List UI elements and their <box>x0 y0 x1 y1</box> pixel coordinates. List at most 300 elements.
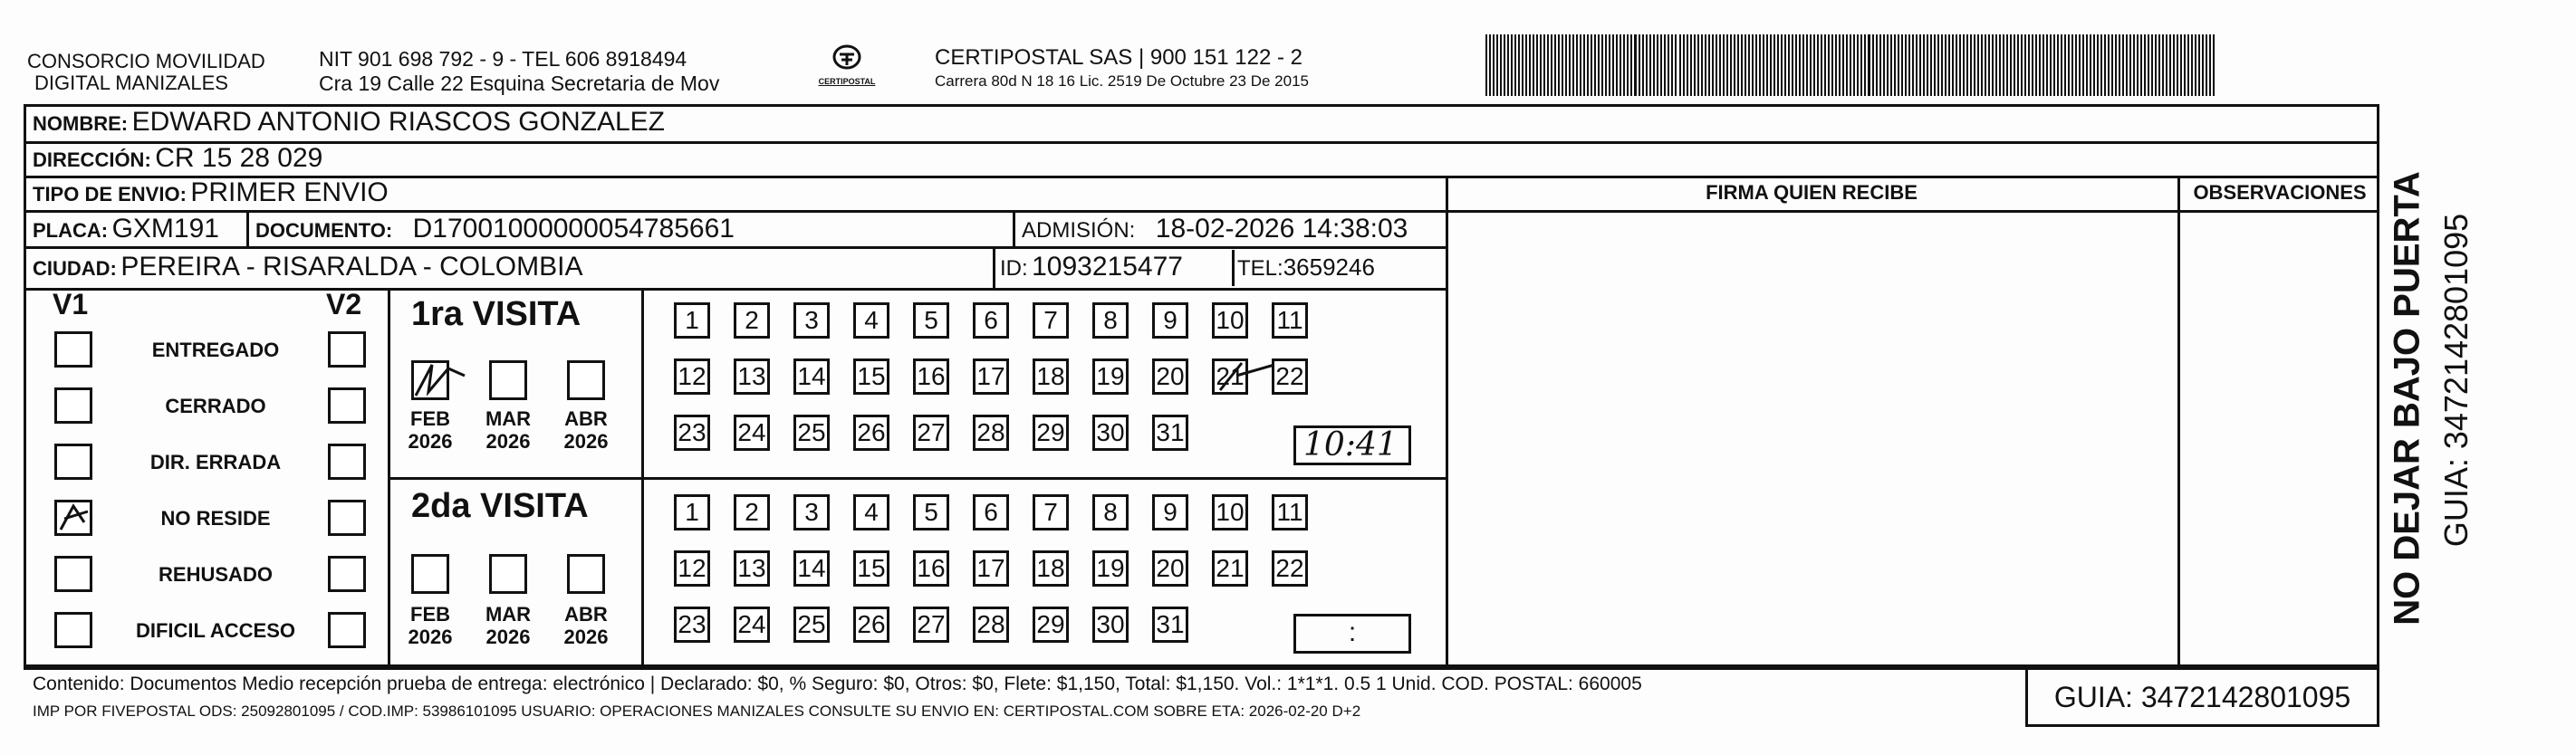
barcode-bar <box>2014 34 2015 96</box>
first-visit-day-23[interactable]: 23 <box>674 415 710 451</box>
first-visit-day-17[interactable]: 17 <box>973 358 1009 395</box>
month-name: ABR <box>564 603 608 626</box>
second-visit-day-5[interactable]: 5 <box>913 494 949 530</box>
barcode-bar <box>1694 34 1696 96</box>
barcode-bar <box>1639 34 1640 96</box>
barcode-bar <box>1945 34 1946 96</box>
barcode-bar <box>2198 34 2200 96</box>
first-visit-day-12[interactable]: 12 <box>674 358 710 395</box>
barcode-bar <box>2061 34 2062 96</box>
barcode-bar <box>1642 34 1644 96</box>
direccion-value: CR 15 28 029 <box>155 143 323 173</box>
direccion-label: DIRECCIÓN: <box>33 148 151 171</box>
barcode-bar <box>2162 34 2164 96</box>
tipo-value: PRIMER ENVIO <box>190 177 389 207</box>
row-divider <box>24 141 2379 144</box>
first-visit-time-box[interactable] <box>1293 425 1411 465</box>
month-name: FEB <box>410 407 450 430</box>
barcode-bar <box>1857 34 1859 96</box>
barcode-bar <box>1601 34 1603 96</box>
barcode-bar <box>1806 34 1808 96</box>
barcode-bar <box>1923 34 1925 96</box>
courier-line1: CERTIPOSTAL SAS | 900 151 122 - 2 <box>935 45 1302 70</box>
barcode-bar <box>1853 34 1855 96</box>
barcode-bar <box>1529 34 1531 96</box>
first-visit-day-21[interactable]: 21 <box>1212 358 1248 395</box>
barcode-bar <box>1894 34 1896 96</box>
month-year: 2026 <box>563 430 609 453</box>
barcode-bar <box>1485 34 1487 96</box>
barcode-bar <box>1887 34 1889 96</box>
barcode-bar <box>1850 34 1851 96</box>
barcode-bar <box>1934 34 1936 96</box>
barcode-bar <box>1977 34 1979 96</box>
row-divider <box>24 288 1446 291</box>
barcode-bar <box>1562 34 1563 96</box>
barcode-bar <box>1930 34 1932 96</box>
second-visit-month-checkbox-mar[interactable] <box>489 554 527 594</box>
barcode-bar <box>2024 34 2026 96</box>
barcode-bar <box>1646 34 1648 96</box>
first-visit-month-checkbox-abr[interactable] <box>567 360 605 400</box>
first-visit-day-14[interactable]: 14 <box>793 358 830 395</box>
courier-line2: Carrera 80d N 18 16 Lic. 2519 De Octubre 23 De 2015 <box>935 72 1309 90</box>
second-visit-day-29[interactable]: 29 <box>1033 607 1069 643</box>
barcode-bar <box>1835 34 1837 96</box>
second-visit-day-1[interactable]: 1 <box>674 494 710 530</box>
second-visit-day-2[interactable]: 2 <box>734 494 770 530</box>
barcode-bar <box>1719 34 1721 96</box>
barcode-bar <box>1981 34 1983 96</box>
col-divider <box>2177 176 2180 667</box>
courier-info <box>935 45 1309 92</box>
barcode-bar <box>1876 34 1878 96</box>
second-visit-day-11[interactable]: 11 <box>1272 494 1308 530</box>
barcode-bar <box>2155 34 2157 96</box>
barcode-bar <box>2195 34 2196 96</box>
visit-divider <box>388 477 1446 480</box>
col-divider <box>1446 176 1448 667</box>
barcode-bar <box>1992 34 1994 96</box>
barcode-bar <box>1569 34 1571 96</box>
imp-line: IMP POR FIVEPOSTAL ODS: 25092801095 / COD.IMP: 53986101095 USUARIO: OPERACIONES MANIZALES CONSULTE SU ENVIO EN: CERTIPOSTAL.COM SOBRE ETA: 2026-02-20 D+2 <box>33 702 1361 720</box>
barcode-bar <box>1974 34 1975 96</box>
col-divider <box>993 246 995 288</box>
second-visit-day-23[interactable]: 23 <box>674 607 710 643</box>
barcode-bar <box>1901 34 1903 96</box>
first-visit-day-8[interactable]: 8 <box>1092 302 1129 339</box>
barcode-bar <box>1518 34 1520 96</box>
first-visit-month-checkbox-feb[interactable] <box>411 360 449 400</box>
handwritten-mark-icon <box>57 502 90 533</box>
barcode-bar <box>1817 34 1819 96</box>
barcode-bar <box>2079 34 2081 96</box>
barcode-bar <box>1872 34 1874 96</box>
admision-label: ADMISIÓN: <box>1022 218 1136 243</box>
v1-checkbox-dir-errada[interactable] <box>54 444 92 480</box>
reason-label-no-reside: NO RESIDE <box>160 507 271 530</box>
barcode-bar <box>2028 34 2030 96</box>
second-visit-day-14[interactable]: 14 <box>793 550 830 587</box>
barcode-bar <box>2057 34 2059 96</box>
barcode-bar <box>2043 34 2044 96</box>
first-visit-day-25[interactable]: 25 <box>793 415 830 451</box>
second-visit-day-18[interactable]: 18 <box>1033 550 1069 587</box>
barcode-bar <box>1620 34 1621 96</box>
barcode-bar <box>1864 34 1866 96</box>
v2-checkbox-dir-errada[interactable] <box>328 444 366 480</box>
barcode-bar <box>1919 34 1921 96</box>
barcode-bar <box>1752 34 1754 96</box>
barcode-bar <box>2006 34 2008 96</box>
first-visit-time: 10:41 <box>1303 426 1398 464</box>
barcode-bar <box>1514 34 1516 96</box>
first-visit-day-30[interactable]: 30 <box>1092 415 1129 451</box>
barcode-bar <box>1500 34 1502 96</box>
barcode-bar <box>1952 34 1954 96</box>
barcode-bar <box>1941 34 1943 96</box>
first-visit-day-4[interactable]: 4 <box>853 302 889 339</box>
barcode-bar <box>2086 34 2088 96</box>
second-visit-day-19[interactable]: 19 <box>1092 550 1129 587</box>
first-visit-day-20[interactable]: 20 <box>1152 358 1188 395</box>
v1-checkbox-entregado[interactable] <box>54 331 92 368</box>
barcode-bar <box>1959 34 1961 96</box>
barcode-bar <box>1883 34 1885 96</box>
barcode-bar <box>1970 34 1972 96</box>
barcode-bar <box>1594 34 1596 96</box>
month-name: FEB <box>410 603 450 626</box>
barcode-bar <box>1671 34 1673 96</box>
v2-checkbox-cerrado[interactable] <box>328 387 366 424</box>
second-visit-month-checkbox-abr[interactable] <box>567 554 605 594</box>
barcode-bar <box>1675 34 1677 96</box>
contenido-line: Contenido: Documentos Medio recepción prueba de entrega: electrónico | Declarado: $0, % Seguro: $0, Otros: $0, Flete: $1,150, Total: $1,150. Vol.: 1*1*1. 0.5 1 Unid. COD. POSTAL: 660005 <box>33 674 1642 694</box>
barcode-bar <box>2097 34 2099 96</box>
barcode-bar <box>2050 34 2052 96</box>
barcode-bar <box>2046 34 2048 96</box>
second-visit-day-26[interactable]: 26 <box>853 607 889 643</box>
first-visit-day-18[interactable]: 18 <box>1033 358 1069 395</box>
barcode-bar <box>1784 34 1786 96</box>
barcode-bar <box>1999 34 2001 96</box>
barcode-bar <box>2119 34 2120 96</box>
barcode-bar <box>1824 34 1826 96</box>
id-label: ID: <box>1000 256 1028 281</box>
barcode-bar <box>1697 34 1699 96</box>
barcode-bar <box>2169 34 2171 96</box>
barcode-bar <box>1860 34 1862 96</box>
second-visit-day-21[interactable]: 21 <box>1212 550 1248 587</box>
barcode-bar <box>1821 34 1822 96</box>
barcode-bar <box>1507 34 1509 96</box>
second-visit-day-27[interactable]: 27 <box>913 607 949 643</box>
second-visit-time-box[interactable] <box>1293 614 1411 654</box>
month-year: 2026 <box>408 626 453 648</box>
barcode-bar <box>1777 34 1779 96</box>
second-visit-day-16[interactable]: 16 <box>913 550 949 587</box>
barcode-bar <box>2100 34 2102 96</box>
barcode-bar <box>1496 34 1498 96</box>
barcode-bar <box>2209 34 2211 96</box>
second-visit-day-3[interactable]: 3 <box>793 494 830 530</box>
barcode-bar <box>1839 34 1841 96</box>
barcode-bar <box>1580 34 1581 96</box>
barcode-bar <box>1664 34 1666 96</box>
barcode-bar <box>1766 34 1768 96</box>
barcode-bar <box>1627 34 1629 96</box>
documento-value: D17001000000054785661 <box>412 214 735 244</box>
tel-cell <box>1237 253 1375 282</box>
v2-checkbox-rehusado[interactable] <box>328 556 366 592</box>
v1-checkbox-rehusado[interactable] <box>54 556 92 592</box>
second-visit-day-22[interactable]: 22 <box>1272 550 1308 587</box>
first-visit-day-9[interactable]: 9 <box>1152 302 1188 339</box>
barcode-bar <box>2032 34 2033 96</box>
barcode-bar <box>1683 34 1685 96</box>
barcode-bar <box>1730 34 1732 96</box>
second-visit-day-13[interactable]: 13 <box>734 550 770 587</box>
first-visit-day-24[interactable]: 24 <box>734 415 770 451</box>
barcode-bar <box>1511 34 1513 96</box>
first-visit-day-16[interactable]: 16 <box>913 358 949 395</box>
month-label <box>559 407 613 453</box>
barcode-bar <box>1908 34 1910 96</box>
first-visit-day-15[interactable]: 15 <box>853 358 889 395</box>
first-visit-day-3[interactable]: 3 <box>793 302 830 339</box>
month-name: MAR <box>485 407 532 430</box>
month-year: 2026 <box>408 430 453 453</box>
month-year: 2026 <box>485 430 531 453</box>
month-label <box>403 603 457 648</box>
v1-header: V1 <box>53 288 89 320</box>
second-visit-day-6[interactable]: 6 <box>973 494 1009 530</box>
second-visit-day-17[interactable]: 17 <box>973 550 1009 587</box>
barcode-bar <box>1533 34 1534 96</box>
reason-label-entregado: ENTREGADO <box>151 339 280 361</box>
barcode-bar <box>1759 34 1761 96</box>
tipo-label: TIPO DE ENVIO: <box>33 183 187 205</box>
barcode-bar <box>1898 34 1899 96</box>
first-visit-day-26[interactable]: 26 <box>853 415 889 451</box>
barcode-bar <box>2191 34 2193 96</box>
first-visit-day-7[interactable]: 7 <box>1033 302 1069 339</box>
barcode-bar <box>1493 34 1495 96</box>
second-visit-day-15[interactable]: 15 <box>853 550 889 587</box>
barcode-bar <box>1634 34 1637 96</box>
reason-label-dificil-acceso: DIFICIL ACCESO <box>135 619 295 642</box>
placa-cell <box>33 214 219 244</box>
first-visit-month-checkbox-mar[interactable] <box>489 360 527 400</box>
barcode-bar <box>2213 34 2215 96</box>
second-visit-day-20[interactable]: 20 <box>1152 550 1188 587</box>
barcode-bar <box>1591 34 1592 96</box>
barcode-bar <box>1810 34 1812 96</box>
v2-checkbox-entregado[interactable] <box>328 331 366 368</box>
month-year: 2026 <box>485 626 531 648</box>
barcode-bar <box>1543 34 1545 96</box>
month-name: MAR <box>485 603 532 626</box>
barcode-bar <box>1612 34 1614 96</box>
barcode-bar <box>1565 34 1567 96</box>
barcode-bar <box>1522 34 1523 96</box>
barcode-bar <box>1937 34 1939 96</box>
logo-caption: CERTIPOSTAL <box>818 77 876 86</box>
second-visit-day-28[interactable]: 28 <box>973 607 1009 643</box>
ciudad-value: PEREIRA - RISARALDA - COLOMBIA <box>120 252 583 282</box>
second-visit-day-8[interactable]: 8 <box>1092 494 1129 530</box>
first-visit-day-29[interactable]: 29 <box>1033 415 1069 451</box>
admision-cell <box>1022 214 1408 244</box>
first-visit-day-27[interactable]: 27 <box>913 415 949 451</box>
ciudad-label: CIUDAD: <box>33 257 117 280</box>
company-name <box>27 51 265 94</box>
barcode-bar <box>1745 34 1746 96</box>
side-guia: GUIA: 3472142801095 <box>2437 213 2475 548</box>
barcode-bar <box>1572 34 1574 96</box>
first-visit-day-2[interactable]: 2 <box>734 302 770 339</box>
row-divider <box>1446 210 2379 213</box>
certipostal-logo <box>815 43 879 98</box>
barcode-bar <box>1558 34 1560 96</box>
first-visit-day-22[interactable]: 22 <box>1272 358 1308 395</box>
barcode-bar <box>1525 34 1527 96</box>
col-divider <box>1232 250 1235 286</box>
barcode-bar <box>2177 34 2178 96</box>
barcode-bar <box>1788 34 1790 96</box>
barcode-bar <box>1504 34 1505 96</box>
logo-emblem-icon <box>829 43 865 72</box>
barcode-bar <box>2184 34 2186 96</box>
barcode-bar <box>1799 34 1801 96</box>
barcode-bar <box>2035 34 2037 96</box>
nombre-label: NOMBRE: <box>33 112 129 135</box>
second-visit-day-12[interactable]: 12 <box>674 550 710 587</box>
tel-value: 3659246 <box>1283 253 1375 281</box>
v1-checkbox-cerrado[interactable] <box>54 387 92 424</box>
barcode-bar <box>1668 34 1669 96</box>
first-visit-day-11[interactable]: 11 <box>1272 302 1308 339</box>
second-visit-day-30[interactable]: 30 <box>1092 607 1129 643</box>
tipo-row <box>33 177 389 208</box>
address-line: Cra 19 Calle 22 Esquina Secretaria de Mov <box>319 72 720 95</box>
second-visit-day-24[interactable]: 24 <box>734 607 770 643</box>
id-value: 1093215477 <box>1032 252 1183 282</box>
col-divider <box>1013 210 1015 246</box>
barcode-bar <box>1734 34 1735 96</box>
barcode-bar <box>1966 34 1968 96</box>
barcode-bar <box>1802 34 1804 96</box>
barcode-bar <box>1726 34 1728 96</box>
second-visit-day-9[interactable]: 9 <box>1152 494 1188 530</box>
barcode-bar <box>1653 34 1655 96</box>
barcode-bar <box>1813 34 1815 96</box>
first-visit-day-13[interactable]: 13 <box>734 358 770 395</box>
barcode-bar <box>1583 34 1585 96</box>
month-label <box>481 407 535 453</box>
barcode-bar <box>2108 34 2110 96</box>
second-visit-month-checkbox-feb[interactable] <box>411 554 449 594</box>
barcode-bar <box>1831 34 1833 96</box>
barcode-bar <box>1828 34 1830 96</box>
first-visit-day-5[interactable]: 5 <box>913 302 949 339</box>
barcode-bar <box>2111 34 2113 96</box>
second-visit-day-25[interactable]: 25 <box>793 607 830 643</box>
barcode-bar <box>1649 34 1651 96</box>
v2-checkbox-dificil-acceso[interactable] <box>328 612 366 648</box>
barcode-bar <box>2173 34 2175 96</box>
first-visit-day-28[interactable]: 28 <box>973 415 1009 451</box>
barcode-bar <box>2187 34 2189 96</box>
barcode-bar <box>1716 34 1717 96</box>
v1-checkbox-no-reside[interactable] <box>54 500 92 536</box>
barcode-bar <box>1723 34 1725 96</box>
company-line2: DIGITAL MANIZALES <box>34 72 228 94</box>
barcode-bar <box>2064 34 2066 96</box>
barcode-bar <box>1536 34 1538 96</box>
barcode-bar <box>1547 34 1549 96</box>
second-visit-day-4[interactable]: 4 <box>853 494 889 530</box>
company-contact <box>319 47 719 96</box>
barcode-bar <box>1690 34 1692 96</box>
v2-checkbox-no-reside[interactable] <box>328 500 366 536</box>
barcode-bar <box>1956 34 1957 96</box>
barcode-bar <box>1763 34 1764 96</box>
second-visit-day-10[interactable]: 10 <box>1212 494 1248 530</box>
barcode-bar <box>2068 34 2070 96</box>
barcode-bar <box>2082 34 2084 96</box>
first-visit-day-10[interactable]: 10 <box>1212 302 1248 339</box>
barcode-bar <box>1868 34 1870 96</box>
v1-checkbox-dificil-acceso[interactable] <box>54 612 92 648</box>
first-visit-day-1[interactable]: 1 <box>674 302 710 339</box>
barcode-bar <box>1551 34 1552 96</box>
barcode-bar <box>1623 34 1625 96</box>
placa-value: GXM191 <box>111 214 219 244</box>
nombre-row <box>33 107 665 138</box>
first-visit-day-6[interactable]: 6 <box>973 302 1009 339</box>
barcode-bar <box>2122 34 2124 96</box>
second-visit-day-31[interactable]: 31 <box>1152 607 1188 643</box>
barcode-bar <box>2115 34 2117 96</box>
barcode-bar <box>1701 34 1703 96</box>
first-visit-day-19[interactable]: 19 <box>1092 358 1129 395</box>
barcode-bar <box>2039 34 2041 96</box>
first-visit-day-31[interactable]: 31 <box>1152 415 1188 451</box>
barcode-bar <box>2010 34 2012 96</box>
barcode-bar <box>2129 34 2131 96</box>
row-divider <box>24 210 1446 213</box>
second-visit-title: 2da VISITA <box>411 487 589 525</box>
barcode-bar <box>1770 34 1772 96</box>
barcode-bar <box>2017 34 2019 96</box>
month-name: ABR <box>564 407 608 430</box>
second-visit-day-7[interactable]: 7 <box>1033 494 1069 530</box>
barcode-bar <box>2104 34 2106 96</box>
month-year: 2026 <box>563 626 609 648</box>
barcode-bar <box>1712 34 1714 96</box>
barcode-bar <box>1985 34 1986 96</box>
barcode-bar <box>1988 34 1990 96</box>
placa-label: PLACA: <box>33 219 109 242</box>
barcode-bar <box>1598 34 1600 96</box>
barcode-bar <box>1708 34 1710 96</box>
id-cell <box>1000 252 1183 282</box>
no-dejar-bajo-puerta: NO DEJAR BAJO PUERTA <box>2387 171 2427 626</box>
barcode-bar <box>1748 34 1750 96</box>
barcode-bar <box>2137 34 2139 96</box>
barcode-bar <box>1705 34 1706 96</box>
